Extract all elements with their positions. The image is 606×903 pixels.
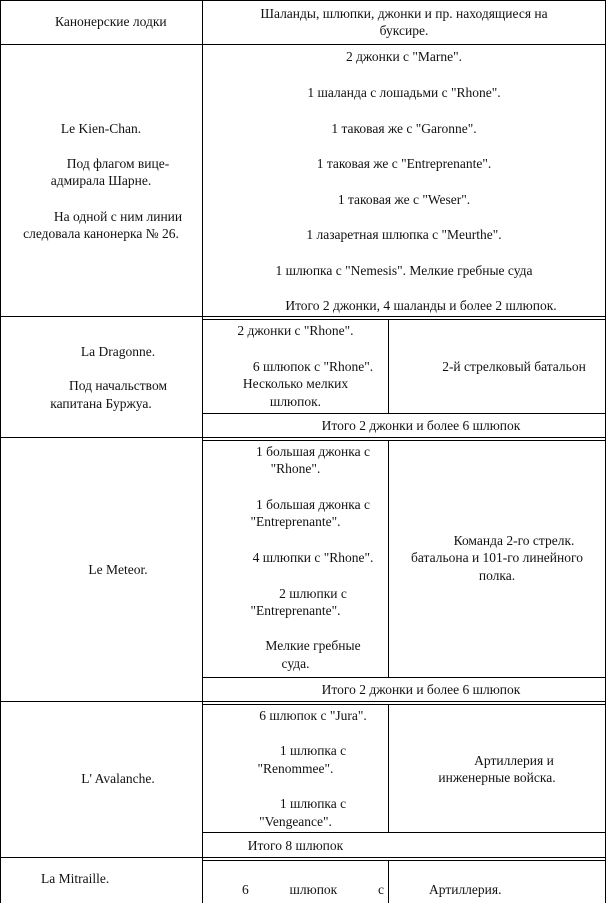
- rule: [202, 832, 606, 833]
- towed-item: 1 таковая же с "Weser".: [337, 192, 471, 207]
- towed-item: [242, 881, 384, 898]
- rule: [202, 860, 606, 861]
- troops: полка.: [478, 568, 516, 583]
- troops: Артиллерия.: [429, 882, 502, 897]
- rule: [0, 44, 606, 45]
- rule: [388, 860, 389, 903]
- rule: [202, 677, 606, 678]
- towed-item: 2 джонки с "Rhone".: [237, 323, 354, 338]
- ship-name: L' Avalanche.: [81, 771, 155, 786]
- rule: [202, 704, 606, 705]
- towed-total: Итого 2 джонки, 4 шаланды и более 2 шлюпок.: [285, 298, 557, 313]
- ship-note: На одной с ним линии: [53, 209, 183, 224]
- towed-item: суда.: [281, 656, 310, 671]
- troops: Артиллерия и: [474, 753, 554, 768]
- ship-name: Le Meteor.: [88, 562, 148, 577]
- troops: 2-й стрелковый батальон: [442, 359, 586, 374]
- rule: [0, 857, 606, 858]
- ship-note: адмирала Шарне.: [50, 173, 152, 188]
- towed-total: Итого 8 шлюпок: [247, 838, 344, 853]
- towed-item: 1 шлюпка с "Nemesis". Мелкие гребные суда: [275, 263, 533, 278]
- towed-item: 6 шлюпок с "Jura".: [259, 708, 367, 723]
- towed-item: "Entreprenante".: [250, 514, 341, 529]
- rule: [0, 316, 606, 317]
- towed-item: 6 шлюпок с "Rhone".: [252, 359, 374, 374]
- towed-item: шлюпок.: [269, 394, 322, 409]
- header-gunboats: Канонерские лодки: [55, 14, 167, 29]
- header-towed-line2: буксире.: [379, 23, 429, 38]
- ship-note: Под флагом вице-: [66, 156, 170, 171]
- ship-name: La Mitraille.: [41, 871, 110, 886]
- towed-item: "Renommee".: [257, 761, 334, 776]
- towed-item: 1 большая джонка с: [256, 497, 370, 512]
- towed-item: 1 большая джонка с: [256, 444, 370, 459]
- towed-item: 2 шлюпки с: [279, 586, 347, 601]
- towed-item: "Rhone".: [270, 461, 321, 476]
- towed-item: 1 лазаретная шлюпка с "Meurthe".: [306, 227, 502, 242]
- towed-item: 1 шлюпка с: [279, 796, 347, 811]
- towed-item: Несколько мелких: [242, 376, 349, 391]
- rule: [202, 440, 606, 441]
- towed-item: "Entreprenante".: [250, 603, 341, 618]
- towed-item: "Vengeance".: [259, 814, 332, 829]
- towed-item: 1 таковая же с "Garonne".: [331, 121, 477, 136]
- towed-item: 4 шлюпки с "Rhone".: [252, 550, 374, 565]
- towed-total: Итого 2 джонки и более 6 шлюпок: [321, 418, 521, 433]
- towed-item: 1 шлюпка с: [279, 743, 347, 758]
- rule: [0, 437, 606, 438]
- rule: [0, 701, 606, 702]
- towed-item: 1 таковая же с "Entreprenante".: [316, 156, 492, 171]
- rule: [0, 0, 606, 1]
- towed-item-word: 6: [242, 882, 249, 897]
- ship-name: Le Kien-Chan.: [60, 121, 142, 136]
- ship-note: следовала канонерка № 26.: [23, 226, 179, 241]
- ship-note: Под начальством: [68, 378, 168, 393]
- rule: [202, 319, 606, 320]
- towed-total: Итого 2 джонки и более 6 шлюпок: [321, 682, 521, 697]
- towed-item: 1 шаланда с лошадьми с "Rhone".: [307, 85, 501, 100]
- troops: батальона и 101-го линейного: [411, 550, 583, 565]
- towed-item: Мелкие гребные: [265, 638, 361, 653]
- ship-note: капитана Буржуа.: [50, 396, 152, 411]
- ship-name: La Dragonne.: [80, 344, 156, 359]
- rule: [202, 413, 606, 414]
- towed-item-word: с: [377, 882, 384, 897]
- towed-item-word: шлюпок: [289, 882, 338, 897]
- header-towed-line1: Шаланды, шлюпки, джонки и пр. находящиеся на: [260, 6, 548, 21]
- troops: Команда 2-го стрелк.: [453, 533, 575, 548]
- troops: инженерные войска.: [438, 770, 556, 785]
- towed-item: 2 джонки с "Marne".: [345, 49, 463, 64]
